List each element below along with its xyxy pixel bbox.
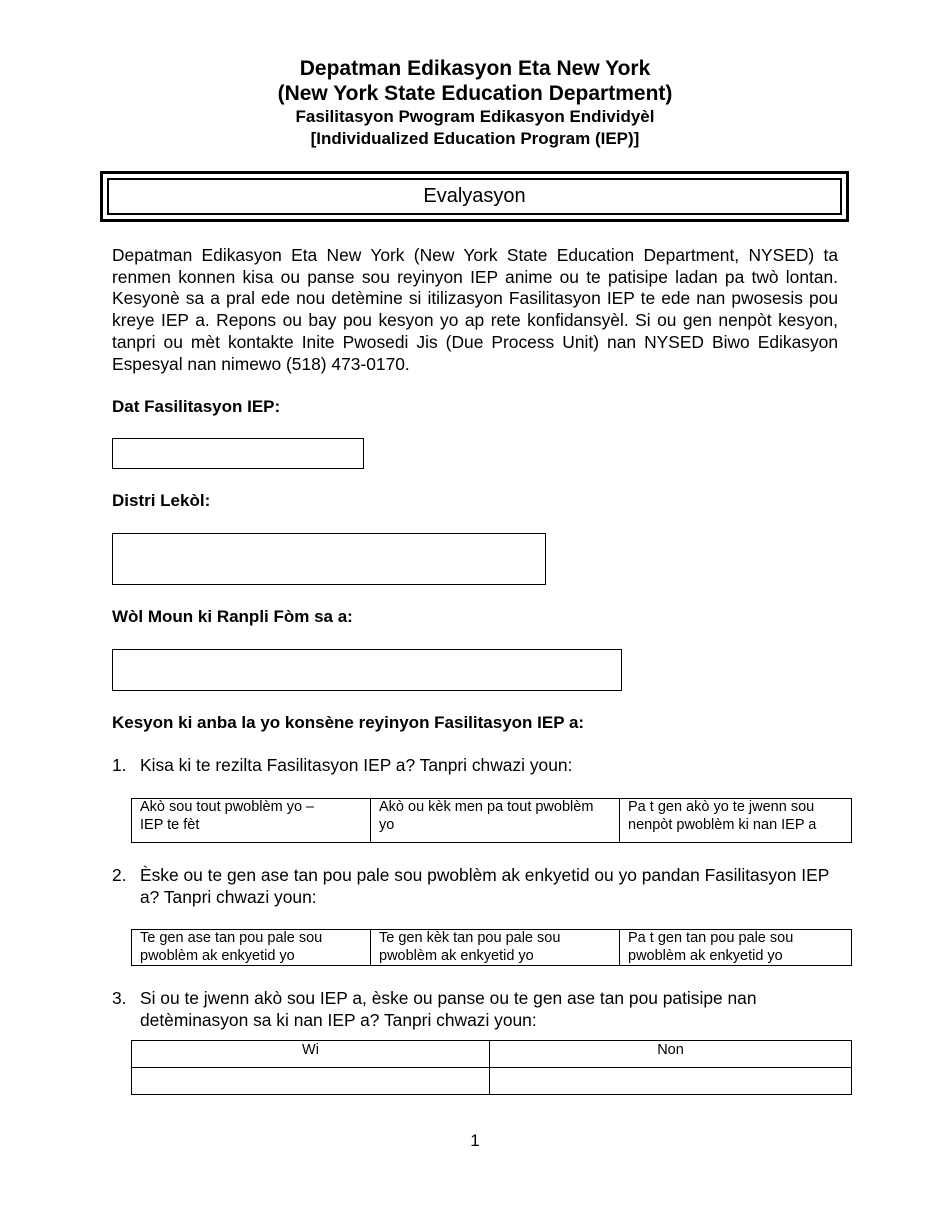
- no-checkbox-cell[interactable]: [490, 1068, 852, 1095]
- questions-heading: Kesyon ki anba la yo konsène reyinyon Fasilitasyon IEP a:: [112, 713, 585, 732]
- intro-paragraph: Depatman Edikasyon Eta New York (New York State Education Department, NYSED) ta renmen konnen kisa ou panse sou reyinyon IEP anime ou te patisipe ladan pa twò lontan. Kesyonè sa a pral ede nou detèmine si itilizasyon Fasilitasyon IEP te ede nan pwosesis pou kreye IEP a. Repons ou bay pou kesyon yo ap rete konfidansyèl. Si ou gen nenpòt kesyon, tanpri ou mèt kontakte Inite Pwosedi Jis (Due Process Unit) nan NYSED Biwo Edikasyon Espesyal nan nimewo (518) 473-0170.: [112, 245, 838, 374]
- form-title: Evalyasyon: [107, 178, 842, 215]
- question-number: 2.: [112, 865, 127, 885]
- question-3: [112, 988, 852, 1031]
- option-cell[interactable]: Pa t gen akò yo te jwenn sou nenpòt pwoblèm ki nan IEP a: [620, 799, 852, 843]
- option-cell[interactable]: Akò sou tout pwoblèm yo – IEP te fèt: [132, 799, 371, 843]
- question-2: [112, 865, 852, 908]
- form-title-box: [100, 171, 849, 222]
- role-field[interactable]: [112, 649, 622, 691]
- program-name-kreyol: Fasilitasyon Pwogram Edikasyon Endividyèl: [295, 107, 655, 126]
- question-1-options: [131, 798, 852, 843]
- option-cell[interactable]: Pa t gen tan pou pale sou pwoblèm ak enkyetid yo: [620, 930, 852, 966]
- option-header-no: Non: [490, 1041, 852, 1068]
- question-3-options: [131, 1040, 852, 1095]
- question-text: Èske ou te gen ase tan pou pale sou pwoblèm ak enkyetid ou yo pandan Fasilitasyon IEP a? Tanpri chwazi youn:: [140, 865, 829, 907]
- question-1: [112, 755, 852, 777]
- option-cell[interactable]: Te gen ase tan pou pale sou pwoblèm ak enkyetid yo: [132, 930, 371, 966]
- question-number: 3.: [112, 988, 127, 1008]
- page-number: 1: [470, 1131, 480, 1150]
- option-cell[interactable]: Akò ou kèk men pa tout pwoblèm yo: [371, 799, 620, 843]
- question-2-options: [131, 929, 852, 966]
- document-header: [0, 56, 950, 150]
- department-name-kreyol: Depatman Edikasyon Eta New York: [299, 57, 651, 80]
- date-field[interactable]: [112, 438, 364, 469]
- department-name-english: (New York State Education Department): [277, 82, 673, 105]
- option-cell[interactable]: Te gen kèk tan pou pale sou pwoblèm ak enkyetid yo: [371, 930, 620, 966]
- district-label: Distri Lekòl:: [112, 491, 211, 510]
- question-text: Kisa ki te rezilta Fasilitasyon IEP a? Tanpri chwazi youn:: [140, 755, 573, 775]
- question-text: Si ou te jwenn akò sou IEP a, èske ou panse ou te gen ase tan pou patisipe nan detèminasyon sa ki nan IEP a? Tanpri chwazi youn:: [140, 988, 757, 1030]
- option-header-yes: Wi: [132, 1041, 490, 1068]
- role-label: Wòl Moun ki Ranpli Fòm sa a:: [112, 607, 353, 626]
- program-name-english: [Individualized Education Program (IEP)]: [310, 129, 640, 148]
- question-number: 1.: [112, 755, 127, 775]
- yes-checkbox-cell[interactable]: [132, 1068, 490, 1095]
- district-field[interactable]: [112, 533, 546, 585]
- date-label: Dat Fasilitasyon IEP:: [112, 397, 281, 416]
